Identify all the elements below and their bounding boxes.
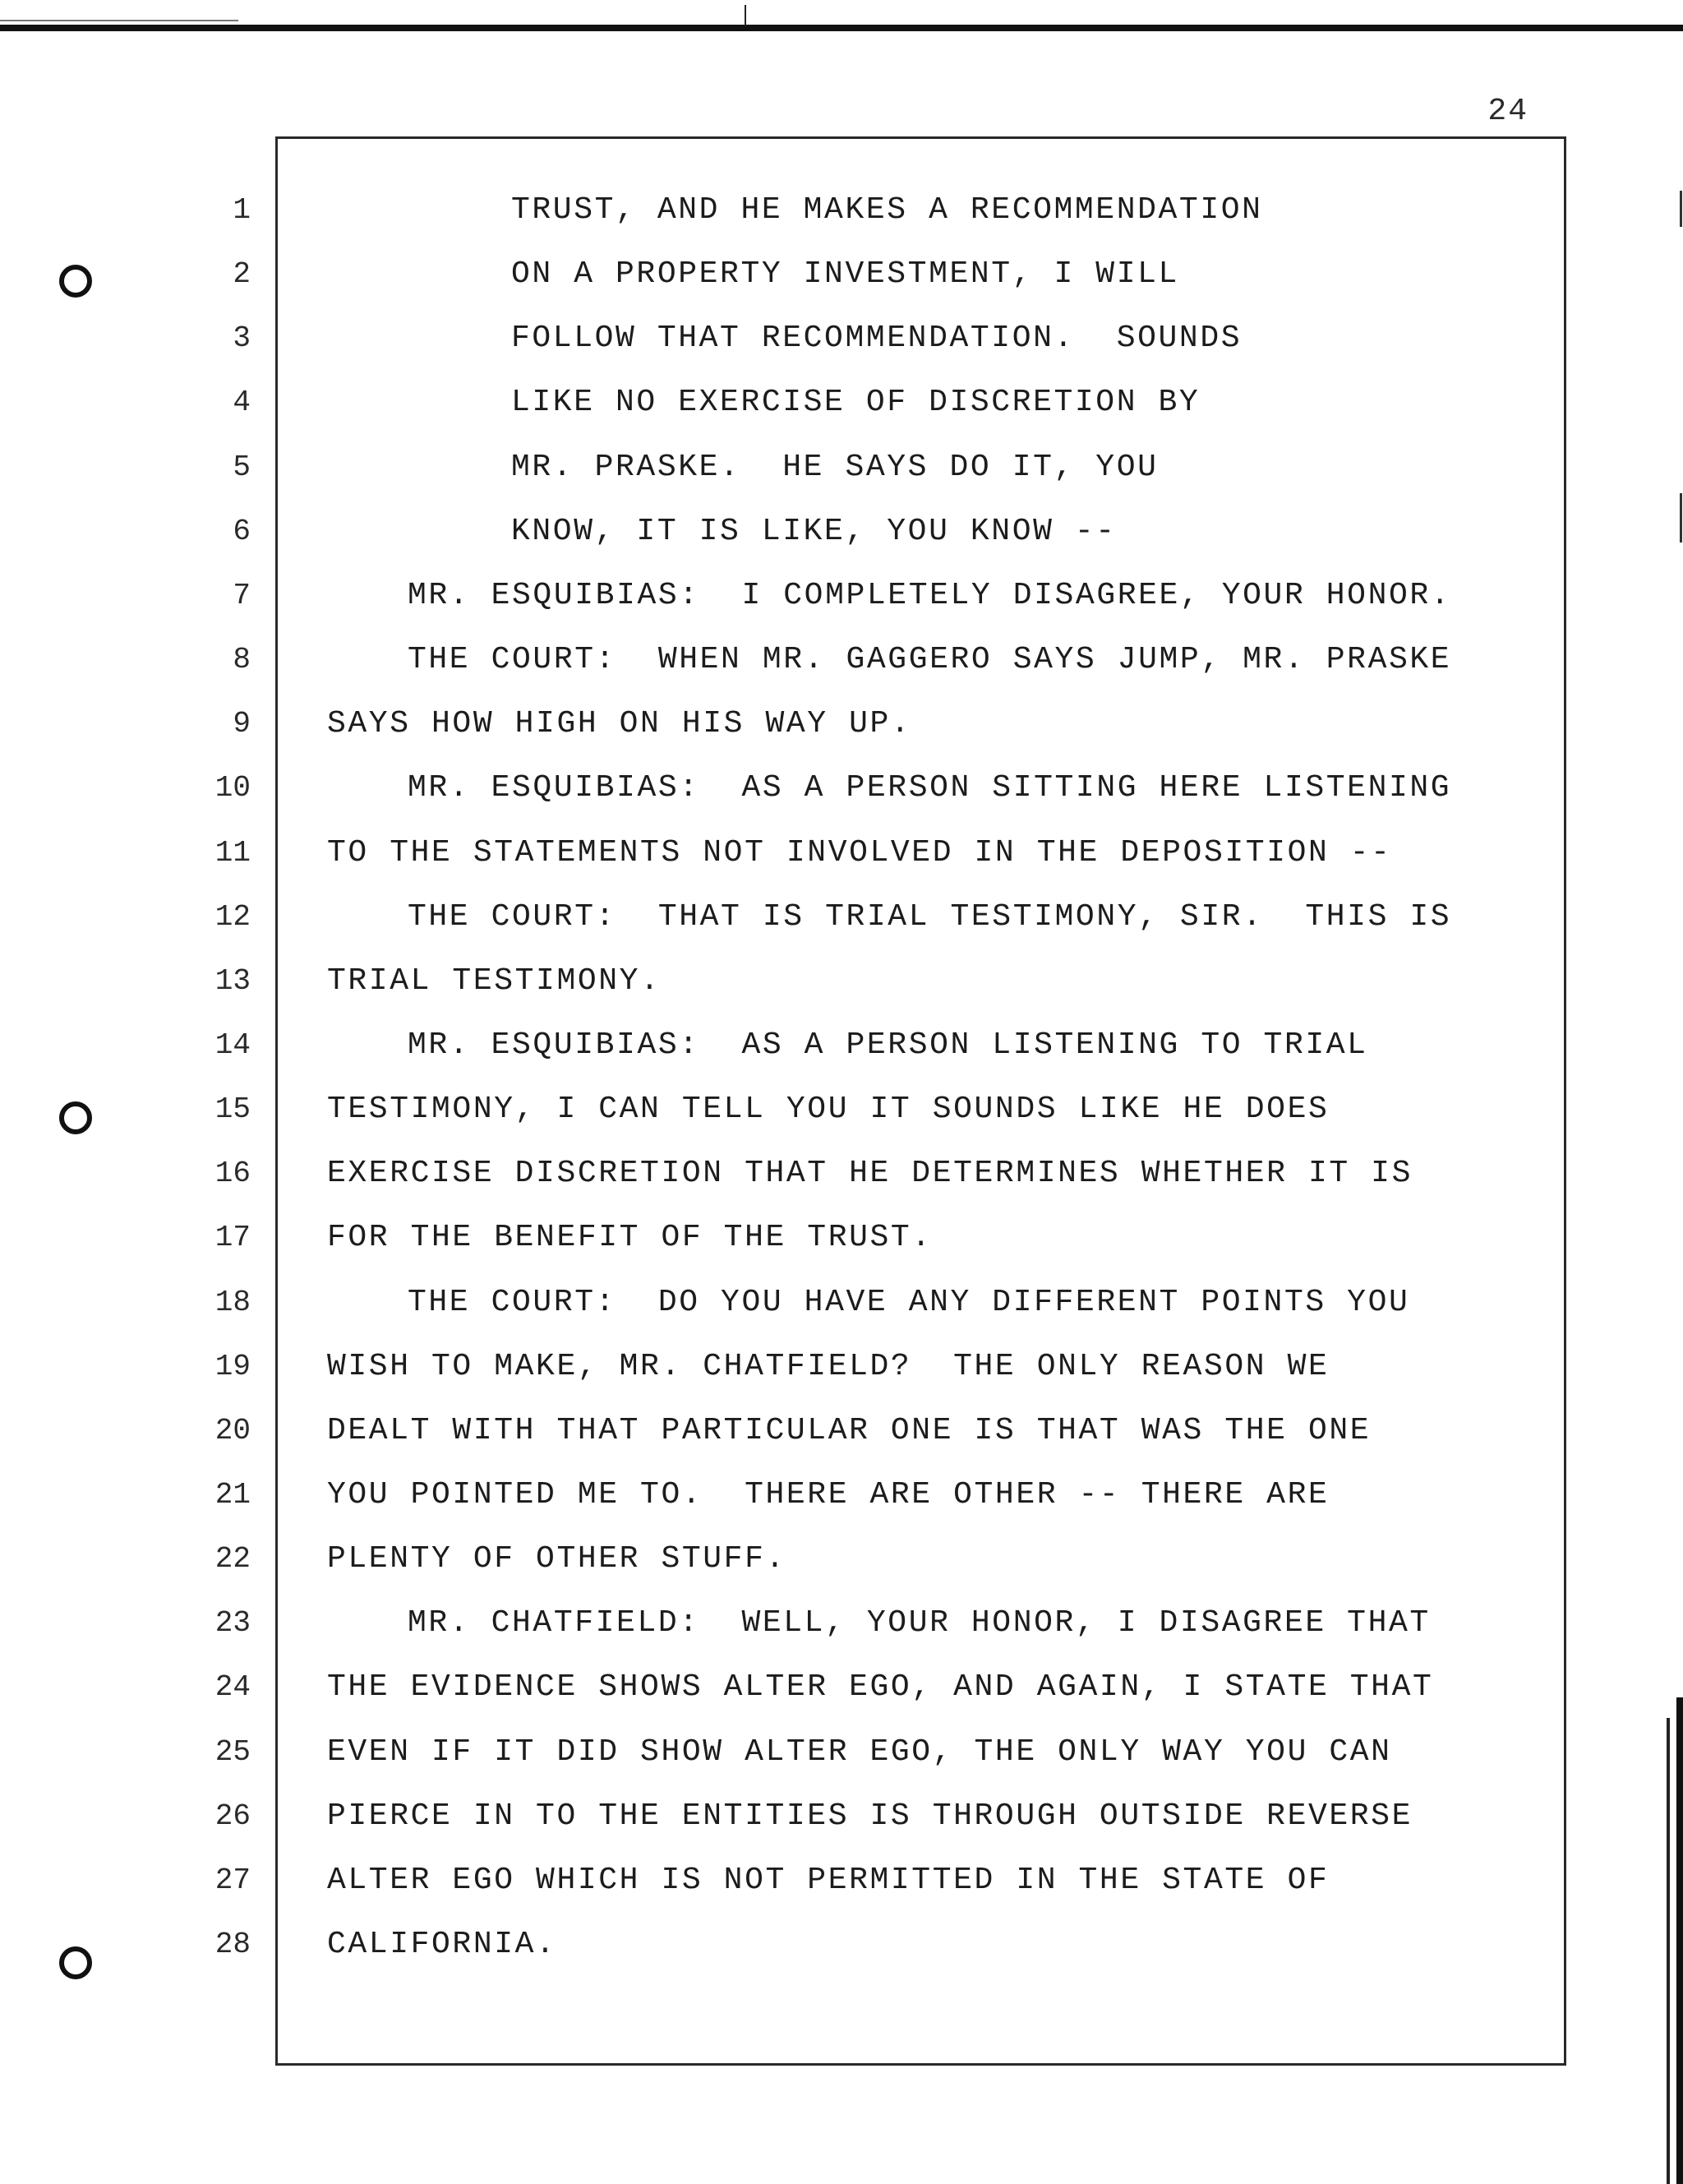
transcript-line (0, 1599, 1683, 1648)
line-number: 5 (233, 450, 251, 484)
line-number: 25 (214, 1735, 251, 1769)
line-number: 16 (214, 1157, 251, 1190)
line-text: SAYS HOW HIGH ON HIS WAY UP. (327, 706, 912, 741)
line-text: LIKE NO EXERCISE OF DISCRETION BY (511, 385, 1201, 420)
line-number: 2 (233, 257, 251, 291)
transcript-line (0, 829, 1683, 878)
transcript-line (0, 1663, 1683, 1712)
line-text: DEALT WITH THAT PARTICULAR ONE IS THAT WAS THE ONE (327, 1413, 1372, 1448)
page-number: 24 (1487, 94, 1529, 129)
transcript-line (0, 1342, 1683, 1392)
line-text: TRIAL TESTIMONY. (327, 963, 662, 999)
line-text: MR. ESQUIBIAS: AS A PERSON SITTING HERE LISTENING (408, 770, 1452, 806)
line-number: 9 (233, 707, 251, 741)
line-number: 7 (233, 579, 251, 612)
line-number: 18 (214, 1286, 251, 1319)
line-number: 22 (214, 1542, 251, 1576)
line-text: MR. ESQUIBIAS: AS A PERSON LISTENING TO TRIAL (408, 1027, 1368, 1063)
transcript-line (0, 1792, 1683, 1841)
line-number: 20 (214, 1414, 251, 1448)
line-number: 8 (233, 643, 251, 676)
line-text: MR. PRASKE. HE SAYS DO IT, YOU (511, 450, 1159, 485)
transcript-line (0, 893, 1683, 942)
line-text: TRUST, AND HE MAKES A RECOMMENDATION (511, 192, 1263, 228)
transcript-line (0, 1021, 1683, 1070)
line-number: 6 (233, 515, 251, 548)
transcript-line (0, 1278, 1683, 1327)
line-text: THE COURT: WHEN MR. GAGGERO SAYS JUMP, MR. PRASKE (408, 642, 1452, 677)
line-number: 11 (214, 836, 251, 870)
transcript-line (0, 507, 1683, 556)
transcript-line (0, 1920, 1683, 1969)
line-number: 17 (214, 1221, 251, 1254)
line-number: 10 (214, 771, 251, 805)
line-text: FOLLOW THAT RECOMMENDATION. SOUNDS (511, 321, 1243, 356)
line-number: 26 (214, 1799, 251, 1833)
transcript-line (0, 1149, 1683, 1198)
transcript-line (0, 1085, 1683, 1134)
transcript-line (0, 635, 1683, 685)
line-number: 14 (214, 1028, 251, 1062)
transcript-line (0, 764, 1683, 813)
top-scan-rule (0, 25, 1683, 31)
line-text: CALIFORNIA. (327, 1927, 557, 1962)
transcript-line (0, 378, 1683, 427)
line-number: 1 (233, 193, 251, 227)
transcript-line (0, 1213, 1683, 1263)
line-number: 19 (214, 1350, 251, 1383)
line-number: 12 (214, 900, 251, 934)
line-number: 27 (214, 1863, 251, 1897)
line-text: EXERCISE DISCRETION THAT HE DETERMINES WHETHER IT IS (327, 1156, 1413, 1191)
line-text: MR. ESQUIBIAS: I COMPLETELY DISAGREE, YOUR HONOR. (408, 578, 1452, 613)
line-text: EVEN IF IT DID SHOW ALTER EGO, THE ONLY WAY YOU CAN (327, 1734, 1392, 1770)
transcript-line (0, 250, 1683, 299)
line-number: 24 (214, 1670, 251, 1704)
line-number: 21 (214, 1478, 251, 1512)
line-text: KNOW, IT IS LIKE, YOU KNOW -- (511, 514, 1117, 549)
line-text: TESTIMONY, I CAN TELL YOU IT SOUNDS LIKE HE DOES (327, 1092, 1330, 1127)
line-text: FOR THE BENEFIT OF THE TRUST. (327, 1220, 933, 1255)
line-number: 15 (214, 1092, 251, 1126)
line-text: THE COURT: THAT IS TRIAL TESTIMONY, SIR. THIS IS (408, 899, 1452, 935)
transcript-line (0, 443, 1683, 492)
transcript-line (0, 700, 1683, 749)
transcript-line (0, 1728, 1683, 1777)
top-scan-tick (745, 5, 746, 26)
line-text: WISH TO MAKE, MR. CHATFIELD? THE ONLY REASON WE (327, 1349, 1330, 1384)
line-text: TO THE STATEMENTS NOT INVOLVED IN THE DEPOSITION -- (327, 835, 1392, 870)
transcript-line (0, 571, 1683, 621)
transcript-line (0, 957, 1683, 1006)
line-number: 23 (214, 1606, 251, 1640)
transcript-line (0, 1535, 1683, 1584)
line-text: ON A PROPERTY INVESTMENT, I WILL (511, 256, 1179, 292)
line-text: THE COURT: DO YOU HAVE ANY DIFFERENT POINTS YOU (408, 1285, 1410, 1320)
line-number: 3 (233, 321, 251, 355)
transcript-line (0, 314, 1683, 363)
line-text: PLENTY OF OTHER STUFF. (327, 1541, 786, 1577)
line-number: 13 (214, 964, 251, 998)
transcript-line (0, 1856, 1683, 1905)
transcript-line (0, 1406, 1683, 1456)
line-text: THE EVIDENCE SHOWS ALTER EGO, AND AGAIN, I STATE THAT (327, 1669, 1434, 1705)
line-number: 4 (233, 386, 251, 419)
top-scan-rule-thin (0, 20, 238, 21)
line-number: 28 (214, 1928, 251, 1961)
line-text: YOU POINTED ME TO. THERE ARE OTHER -- THERE ARE (327, 1477, 1330, 1512)
line-text: MR. CHATFIELD: WELL, YOUR HONOR, I DISAGREE THAT (408, 1605, 1431, 1641)
line-text: PIERCE IN TO THE ENTITIES IS THROUGH OUTSIDE REVERSE (327, 1798, 1413, 1834)
line-text: ALTER EGO WHICH IS NOT PERMITTED IN THE STATE OF (327, 1863, 1330, 1898)
transcript-line (0, 1471, 1683, 1520)
transcript-line (0, 186, 1683, 235)
